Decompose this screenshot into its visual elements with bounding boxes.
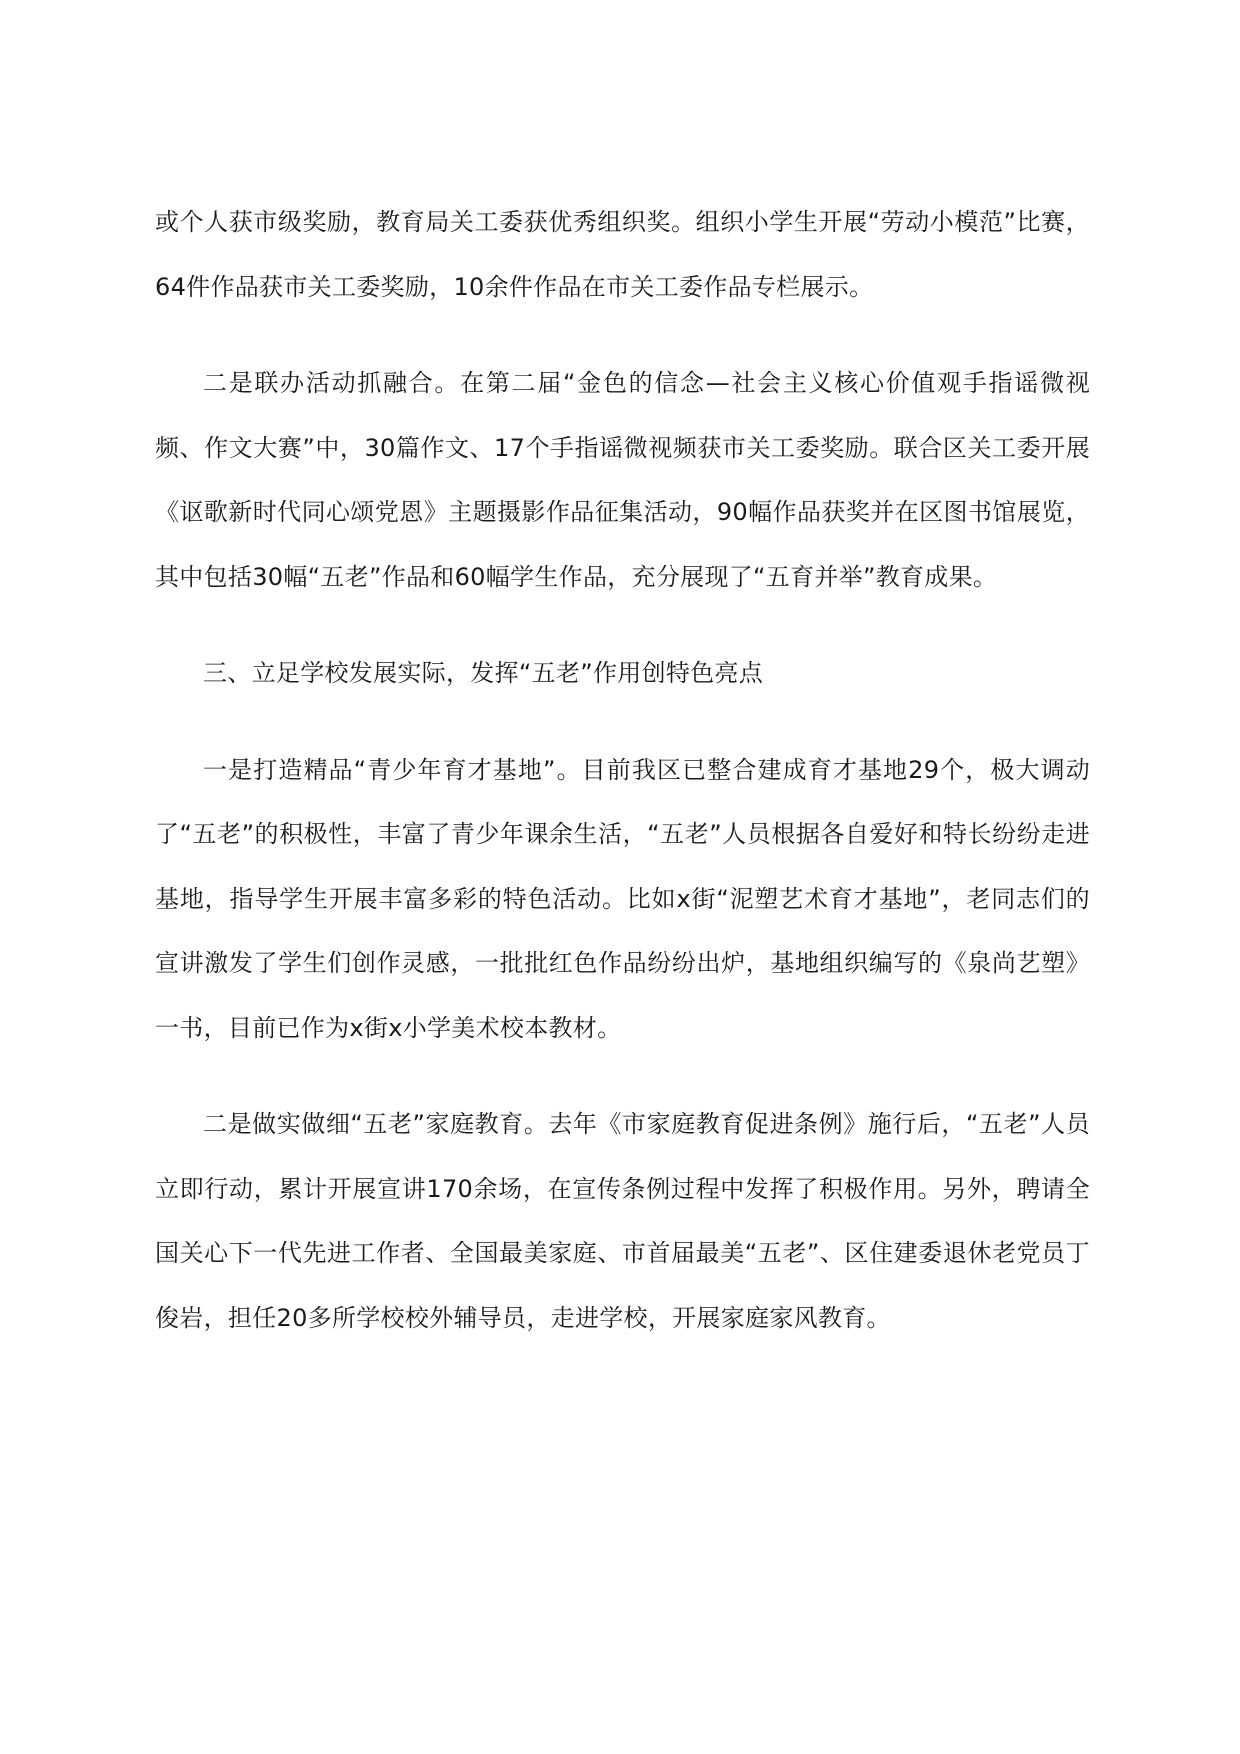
section-heading-three: 三、立足学校发展实际，发挥“五老”作用创特色亮点 [203,659,764,687]
paragraph-awards-summary: 或个人获市级奖励，教育局关工委获优秀组织奖。组织小学生开展“劳动小模范”比赛，64件作品获市关工委奖励，10余件作品在市关工委作品专栏展示。 [155,208,1090,301]
paragraph-talent-base: 一是打造精品“青少年育才基地”。目前我区已整合建成育才基地29个，极大调动了“五老”的积极性，丰富了青少年课余生活，“五老”人员根据各自爱好和特长纷纷走进基地，指导学生开展丰富多彩的特色活动。比如x街“泥塑艺术育才基地”，老同志们的宣讲激发了学生们创作灵感，一批批红色作品纷纷出炉，基地组织编写的《泉尚艺塑》一书，目前已作为x街x小学美术校本教材。 [155,755,1090,1042]
paragraph-family-education: 二是做实做细“五老”家庭教育。去年《市家庭教育促进条例》施行后，“五老”人员立即行动，累计开展宣讲170余场，在宣传条例过程中发挥了积极作用。另外，聘请全国关心下一代先进工作者、全国最美家庭、市首届最美“五老”、区住建委退休老党员丁俊岩，担任20多所学校校外辅导员，走进学校，开展家庭家风教育。 [155,1110,1090,1332]
paragraph-spacer [155,706,1090,738]
paragraph-spacer [155,609,1090,641]
document-body [155,190,1090,1350]
paragraph-joint-activities: 二是联办活动抓融合。在第二届“金色的信念—社会主义核心价值观手指谣微视频、作文大赛”中，30篇作文、17个手指谣微视频获市关工委奖励。联合区关工委开展《讴歌新时代同心颂党恩》主题摄影作品征集活动，90幅作品获奖并在区图书馆展览，其中包括30幅“五老”作品和60幅学生作品，充分展现了“五育并举”教育成果。 [155,369,1090,591]
paragraph-spacer [155,1060,1090,1092]
paragraph-spacer [155,319,1090,351]
